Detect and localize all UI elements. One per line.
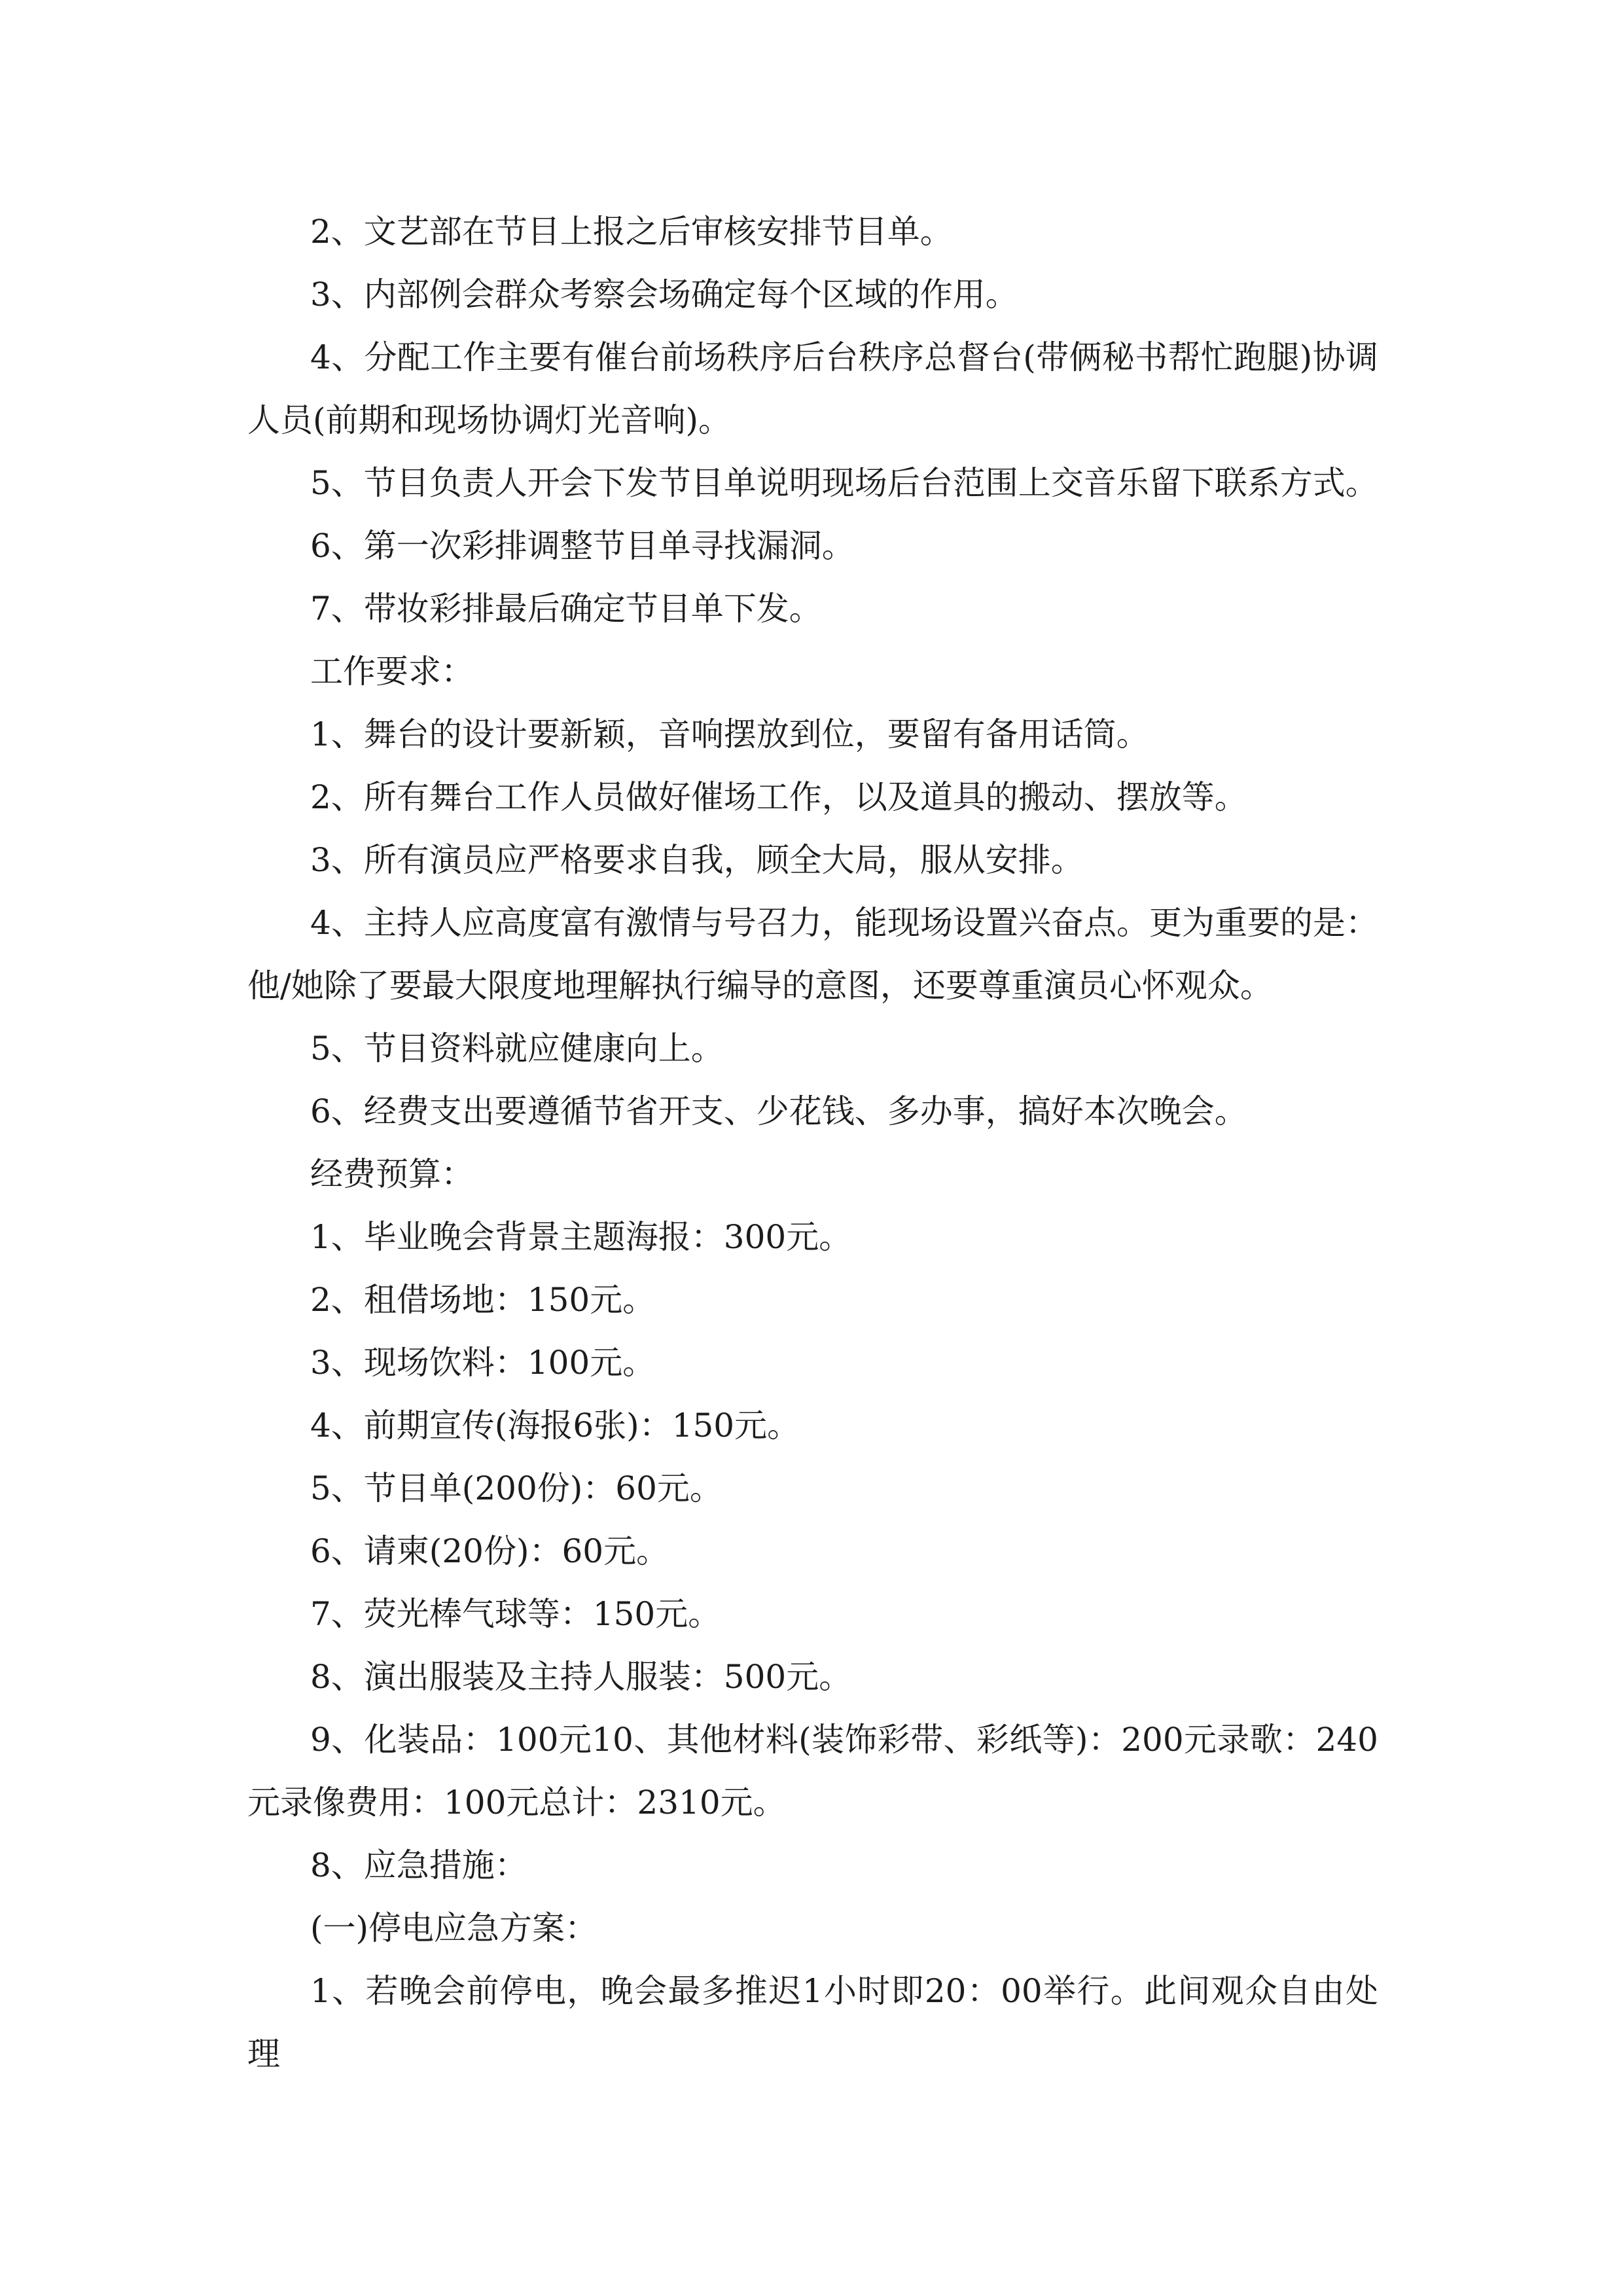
document-body <box>247 200 1378 2085</box>
budget-item: 1、毕业晚会背景主题海报：300元。 <box>310 1218 852 1256</box>
budget-item: 2、租借场地：150元。 <box>310 1281 656 1319</box>
section-heading: 8、应急措施： <box>310 1846 527 1884</box>
paragraph: 6、经费支出要遵循节省开支、少花钱、多办事，搞好本次晚会。 <box>310 1092 1247 1130</box>
budget-item: 3、现场饮料：100元。 <box>310 1344 656 1382</box>
subsection-heading: (一)停电应急方案： <box>310 1909 598 1947</box>
budget-item: 7、荧光棒气球等：150元。 <box>310 1595 721 1633</box>
paragraph: 5、节目资料就应健康向上。 <box>310 1030 724 1067</box>
paragraph: 3、内部例会群众考察会场确定每个区域的作用。 <box>310 276 1018 314</box>
paragraph: 6、第一次彩排调整节目单寻找漏洞。 <box>310 527 855 565</box>
budget-item: 5、节目单(200份)：60元。 <box>310 1469 722 1507</box>
budget-item: 6、请柬(20份)：60元。 <box>310 1532 669 1570</box>
budget-item: 9、化装品：100元10、其他材料(装饰彩带、彩纸等)：200元录歌：240元录像费用：100元总计：2310元。 <box>247 1721 1378 1821</box>
paragraph: 3、所有演员应严格要求自我，顾全大局，服从安排。 <box>310 841 1084 879</box>
paragraph: 1、舞台的设计要新颖，音响摆放到位，要留有备用话筒。 <box>310 715 1149 753</box>
paragraph: 4、分配工作主要有催台前场秩序后台秩序总督台(带俩秘书帮忙跑腿)协调人员(前期和现场协调灯光音响)。 <box>247 338 1378 439</box>
budget-item: 8、演出服装及主持人服装：500元。 <box>310 1658 852 1696</box>
paragraph: 2、文艺部在节目上报之后审核安排节目单。 <box>310 213 953 251</box>
paragraph: 2、所有舞台工作人员做好催场工作，以及道具的搬动、摆放等。 <box>310 778 1247 816</box>
section-heading: 经费预算： <box>310 1155 474 1193</box>
paragraph: 7、带妆彩排最后确定节目单下发。 <box>310 590 822 628</box>
section-heading: 工作要求： <box>310 653 474 691</box>
budget-item: 4、前期宣传(海报6张)：150元。 <box>310 1407 800 1444</box>
paragraph: 4、主持人应高度富有激情与号召力，能现场设置兴奋点。更为重要的是：他/她除了要最大限度地理解执行编导的意图，还要尊重演员心怀观众。 <box>247 904 1378 1005</box>
paragraph: 5、节目负责人开会下发节目单说明现场后台范围上交音乐留下联系方式。 <box>310 464 1378 502</box>
paragraph: 1、若晚会前停电，晚会最多推迟1小时即20：00举行。此间观众自由处理 <box>247 1972 1378 2073</box>
